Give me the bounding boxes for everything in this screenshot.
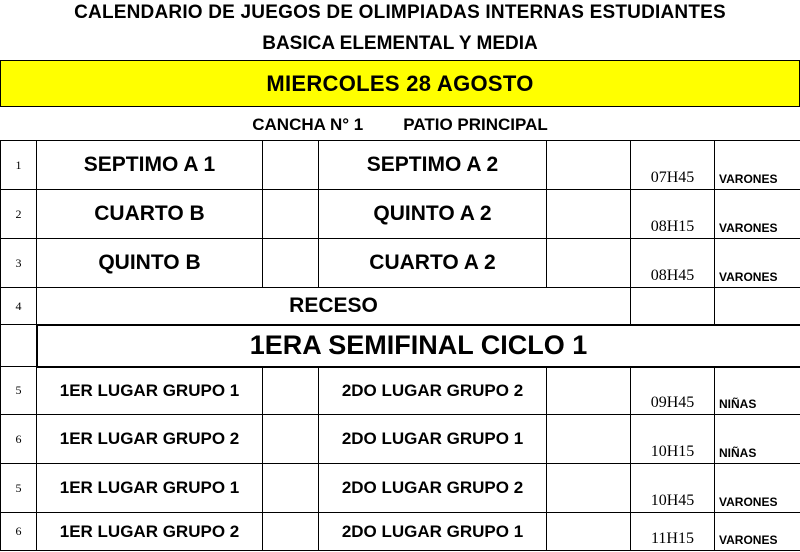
match-category: VARONES (715, 239, 800, 288)
schedule-table (0, 140, 800, 551)
table-row (1, 367, 800, 415)
venue-label: PATIO PRINCIPAL (403, 115, 548, 134)
title-line-2: BASICA ELEMENTAL Y MEDIA (262, 33, 538, 54)
match-category: VARONES (715, 141, 800, 190)
table-row (1, 464, 800, 513)
blank-cell (547, 367, 631, 415)
match-time: 09H45 (631, 367, 715, 415)
blank-cell (1, 325, 37, 367)
row-number: 3 (1, 239, 37, 288)
team-b: 2DO LUGAR GRUPO 2 (319, 464, 547, 513)
row-number: 1 (1, 141, 37, 190)
blank-cell (263, 141, 319, 190)
team-a: 1ER LUGAR GRUPO 1 (37, 367, 263, 415)
court-label: CANCHA N° 1 (252, 115, 364, 134)
match-category: VARONES (715, 513, 800, 551)
team-a: 1ER LUGAR GRUPO 2 (37, 415, 263, 464)
team-b: QUINTO A 2 (319, 190, 547, 239)
team-b: CUARTO A 2 (319, 239, 547, 288)
match-category: NIÑAS (715, 415, 800, 464)
blank-cell (263, 464, 319, 513)
match-time: 10H45 (631, 464, 715, 513)
venue-row (0, 110, 800, 140)
table-row (1, 141, 800, 190)
row-number: 6 (1, 513, 37, 551)
team-b: SEPTIMO A 2 (319, 141, 547, 190)
title-line-1: CALENDARIO DE JUEGOS DE OLIMPIADAS INTERNAS ESTUDIANTES (74, 2, 726, 23)
blank-cell (263, 513, 319, 551)
match-category: NIÑAS (715, 367, 800, 415)
row-number: 2 (1, 190, 37, 239)
recess-label: RECESO (37, 288, 631, 325)
blank-cell (263, 190, 319, 239)
table-row (1, 513, 800, 551)
match-category: VARONES (715, 464, 800, 513)
date-label: MIERCOLES 28 AGOSTO (266, 70, 534, 96)
team-a: 1ER LUGAR GRUPO 1 (37, 464, 263, 513)
team-b: 2DO LUGAR GRUPO 2 (319, 367, 547, 415)
row-number: 5 (1, 464, 37, 513)
blank-cell (547, 239, 631, 288)
blank-cell (547, 190, 631, 239)
blank-cell (547, 141, 631, 190)
team-a: 1ER LUGAR GRUPO 2 (37, 513, 263, 551)
match-time: 08H45 (631, 239, 715, 288)
row-number: 4 (1, 288, 37, 325)
blank-cell (547, 415, 631, 464)
recess-row (1, 288, 800, 325)
table-row (1, 190, 800, 239)
row-number: 6 (1, 415, 37, 464)
blank-cell (631, 288, 715, 325)
row-number: 5 (1, 367, 37, 415)
semifinal-row (1, 325, 800, 367)
match-category: VARONES (715, 190, 800, 239)
team-b: 2DO LUGAR GRUPO 1 (319, 415, 547, 464)
semifinal-title: 1ERA SEMIFINAL CICLO 1 (37, 325, 800, 367)
date-banner (0, 60, 800, 107)
blank-cell (263, 367, 319, 415)
team-a: SEPTIMO A 1 (37, 141, 263, 190)
blank-cell (263, 415, 319, 464)
blank-cell (547, 464, 631, 513)
match-time: 10H15 (631, 415, 715, 464)
match-time: 07H45 (631, 141, 715, 190)
blank-cell (263, 239, 319, 288)
table-row (1, 239, 800, 288)
blank-cell (715, 288, 800, 325)
team-b: 2DO LUGAR GRUPO 1 (319, 513, 547, 551)
match-time: 08H15 (631, 190, 715, 239)
blank-cell (547, 513, 631, 551)
team-a: CUARTO B (37, 190, 263, 239)
table-row (1, 415, 800, 464)
team-a: QUINTO B (37, 239, 263, 288)
match-time: 11H15 (631, 513, 715, 551)
